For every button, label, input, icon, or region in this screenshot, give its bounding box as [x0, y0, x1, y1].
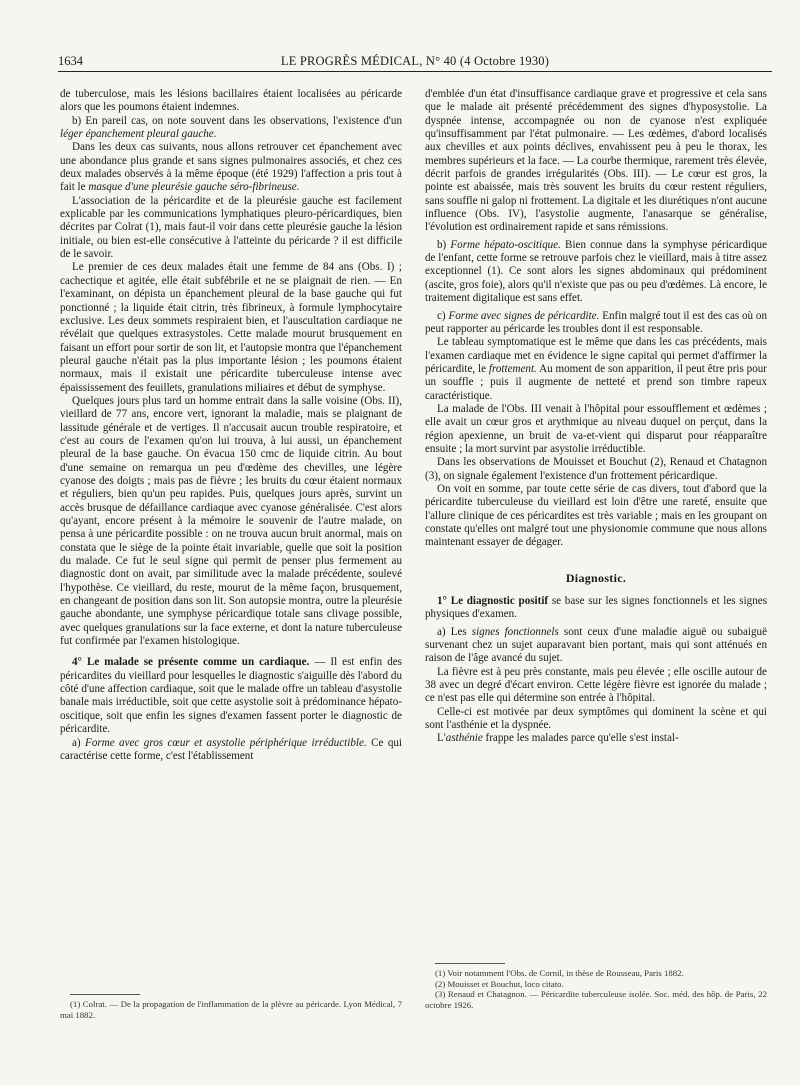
paragraph — [60, 141, 402, 194]
paragraph — [425, 626, 767, 666]
emphasis: léger épanchement pleural gauche. — [60, 128, 217, 141]
paragraph — [60, 737, 402, 764]
paragraph: Dans les observations de Mouisset et Bouchut (2), Renaud et Chatagnon (3), on signale également l'existence d'un frottement péricardique. — [425, 456, 767, 482]
page-header — [58, 52, 772, 72]
footnotes-right — [425, 963, 767, 1010]
running-title: LE PROGRÈS MÉDICAL, N° 40 (4 Octobre 1930) — [280, 54, 550, 68]
right-column — [425, 88, 767, 746]
paragraph: La fièvre est à peu près constante, mais peu élevée ; elle oscille autour de 38 avec un degré d'écart environ. Cette légère fièvre est ignorée du malade ; ce n'est pas elle qui détermine son entrée à l'hôpital. — [425, 665, 767, 705]
footnote: (1) Colrat. — De la propagation de l'inflammation de la plèvre au péricarde. Lyon Médical, 7 mai 1882. — [60, 999, 402, 1020]
emphasis: Forme avec signes de péricardite. — [448, 309, 600, 322]
footnote-rule — [70, 994, 140, 995]
text: Dans les deux cas suivants, nous allons retrouver cet épanchement avec une abondance plus grande et sans signes pulmonaires associés, et chez ces deux malades observés à la même époque (été 1929) l'affection a pris tout à fait le — [60, 141, 402, 194]
paragraph: La malade de l'Obs. III venait à l'hôpital pour essoufflement et œdèmes ; elle avait un cœur gros et arythmique au niveau duquel on perçut, dans la région apexienne, un bruit de va-et-vient qui disparut pour réapparaître ensuite ; la mort survint par asystolie irréductible. — [425, 402, 767, 455]
emphasis: asthénie — [445, 732, 483, 745]
paragraph: Celle-ci est motivée par deux symptômes qui dominent la scène et qui sont l'asthénie et la dyspnée. — [425, 705, 767, 732]
text: Ce qui caractérise cette forme, c'est l'établissement — [60, 736, 402, 762]
text: se base sur les signes fonctionnels et les signes physiques d'examen. — [425, 595, 768, 621]
paragraph: L'association de la péricardite et de la pleurésie gauche est facilement explicable par les communications lymphatiques pleuro-péricardiques, bien décrites par Colrat (1), mais faut-il voir dans cette pleurésie gauche la lésion initiale, ou bien est-elle consécutive à l'atteinte du péricarde ? il est difficile de le savoir. — [60, 194, 402, 261]
paragraph: d'emblée d'un état d'insuffisance cardiaque grave et progressive et cela sans que le malade ait présenté précédemment des signes d'hyposystolie. La dyspnée intense, accompagnée ou non de cyanose n'est expliquée qu'insuffisamment par l'état pulmonaire. — Les œdèmes, d'abord localisés aux chevilles et aux points déclives, envahissent peu à peu le thorax, les membres supérieurs et la face. — La courbe thermique, rarement très élevée, décrit parfois de grandes irrégularités (Obs. III). — Le cœur est gros, la pointe est abaissée, mais très souvent les bruits du cœur restent réguliers, sans souffle ni galop ni frottement. La digitale et les diurétiques n'ont aucune influence (Obs. IV), l'asystolie augmente, l'anasarque se généralise, l'évolution est ordinairement rapide et sans rémissions. — [425, 88, 767, 234]
text: a) Les — [437, 625, 472, 638]
section-lead: 4° Le malade se présente comme un cardiaque. — [72, 656, 310, 669]
paragraph — [60, 115, 402, 142]
text: c) — [437, 309, 449, 322]
footnotes-left — [60, 994, 402, 1020]
paragraph — [425, 595, 767, 622]
text: b) En pareil cas, on note souvent dans les observations, l'existence d'un — [72, 114, 402, 127]
emphasis: frottement. — [488, 362, 537, 375]
footnote-rule — [435, 963, 505, 964]
header-rule — [58, 71, 772, 72]
page-number: 1634 — [58, 54, 83, 68]
footnote: (1) Voir notamment l'Obs. de Cornil, in thèse de Rousseau, Paris 1882. — [435, 968, 684, 978]
emphasis: Forme avec gros cœur et asystolie périphérique irréductible. — [85, 736, 367, 749]
text: L' — [437, 732, 446, 745]
text: — Il est enfin des péricardites du vieillard pour lesquelles le diagnostic s'aiguille dès l'abord du côté d'une affection cardiaque, soit que le malade offre un tableau d'asystolie banale mais irréductible, soit que cette asystolie soit à prédominance hépato-oscitique, soit que enfin les signes d'examen fassent porter le diagnostic de péricardite. — [60, 656, 402, 736]
text: Bien connue dans la symphyse péricardique de l'enfant, cette forme se retrouve parfois chez le vieillard, mais à titre assez exceptionnel (1). Ce sont alors les signes abdominaux qui prédominent (ascite, gros foie), alors qu'il n'existe que pas ou peu d'œdèmes. Là encore, le traitement digitalique est sans effet. — [425, 238, 767, 305]
paragraph — [425, 336, 767, 403]
paragraph — [60, 656, 402, 736]
section-heading: Diagnostic. — [565, 570, 627, 585]
text: Le tableau symptomatique est le même que dans les cas précédents, mais l'examen cardiaque met en évidence le signe capital qui permet d'affirmer la péricardite, le — [425, 336, 767, 375]
text: a) — [72, 736, 86, 749]
footnote: (2) Mouisset et Bouchut, loco citato. — [435, 978, 564, 989]
text: b) — [437, 238, 451, 251]
paragraph: de tuberculose, mais les lésions bacillaires étaient localisées au péricarde alors que les poumons étaient indemnes. — [60, 88, 402, 114]
paragraph — [425, 310, 767, 337]
text: frappe les malades parce qu'elle s'est instal- — [482, 732, 679, 745]
text: Enfin malgré tout il est des cas où on peut rapporter au péricarde les troubles dont il est responsable. — [425, 309, 767, 335]
text: Au moment de son apparition, il peut être pris pour un souffle ; puis il augmente de netteté et prend son timbre rapeux caractéristique. — [425, 362, 767, 402]
paragraph — [425, 239, 767, 306]
paragraph — [425, 732, 767, 745]
paragraph: On voit en somme, par toute cette série de cas divers, tout d'abord que la péricardite tuberculeuse du vieillard est loin d'être une rareté, ensuite que l'allure clinique de ces péricardites est très variable ; mais en les groupant on constate qu'elles ont malgré tout une physionomie commune que nous allons maintenant essayer de dégager. — [425, 482, 767, 549]
section-lead: 1° Le diagnostic positif — [437, 595, 549, 608]
left-column — [60, 88, 402, 763]
paragraph: Le premier de ces deux malades était une femme de 84 ans (Obs. I) ; cachectique et agitée, elle était subfébrile et ne se plaignait de rien. — En l'examinant, on dépista un épanchement pleural de la base gauche qui fut ponctionné ; la liquide était citrin, très fibrineux, à formule lymphocytaire exclusive. Les deux sommets respiraient bien, et l'auscultation cardiaque ne révélait que quelques extrasystoles. Cette malade mourut brusquement en faisant un effort pour sortir de son lit, et l'autopsie montra que l'épanchement pleural gauche n'était pas la plus importante lésion ; les poumons étaient normaux, mais il existait une péricardite tuberculeuse intense avec épaississement des feuillets, granulations miliaires et début de symphyse. — [60, 261, 402, 394]
emphasis: signes fonctionnels — [471, 625, 559, 638]
text: sont ceux d'une maladie aiguë ou subaiguë survenant chez un sujet auparavant bien portant, mais qui sont atténués en raison de l'âge avancé du sujet. — [425, 625, 767, 665]
footnote: (3) Renaud et Chatagnon. — Péricardite tuberculeuse isolée. Soc. méd. des hôp. de Paris, 22 octobre 1926. — [425, 989, 767, 1010]
emphasis: Forme hépato-oscitique. — [450, 238, 561, 251]
emphasis: masque d'une pleurésie gauche séro-fibrineuse. — [88, 181, 300, 194]
paragraph: Quelques jours plus tard un homme entrait dans la salle voisine (Obs. II), vieillard de 77 ans, encore vert, ignorant la maladie, mais se plaignant de lassitude générale et de vertiges. Il n'accusait aucun trouble respiratoire, et c'est au cours de l'examen qu'on lui trouva, à lui aussi, un épanchement pleural de la base gauche. On évacua 150 cmc de liquide citrin. Au bout d'une semaine on remarqua un peu d'œdème des chevilles, une légère cyanose des doigts ; mais pas de fièvre ; les bruits du cœur étaient normaux et réguliers, bien qu'un peu rapides. Puis, quelques jours après, survint un accès brusque de défaillance cardiaque avec cyanose généralisée. C'est alors qu'ayant, encore présent à la mémoire le souvenir de l'autre malade, on pensa à une péricardite possible : on ne trouva aucun bruit anormal, mais on constata que le siège de la pointe était invariable, quelle que soit la position du malade. Ce fut le seul signe qui permit de penser plus fermement au diagnostic dont on avait, par similitude avec la malade précédente, soulevé l'hypothèse. Ce vieillard, du reste, mourut de la même façon, brusquement, en changeant de position dans son lit. Son autopsie montra, outre la pleurésie gauche abondante, une symphyse péricardique totale sans clivage possible, avec quelques granulations sur la face externe, et dont la nature tuberculeuse fut confirmée par l'examen histologique. — [60, 394, 402, 648]
